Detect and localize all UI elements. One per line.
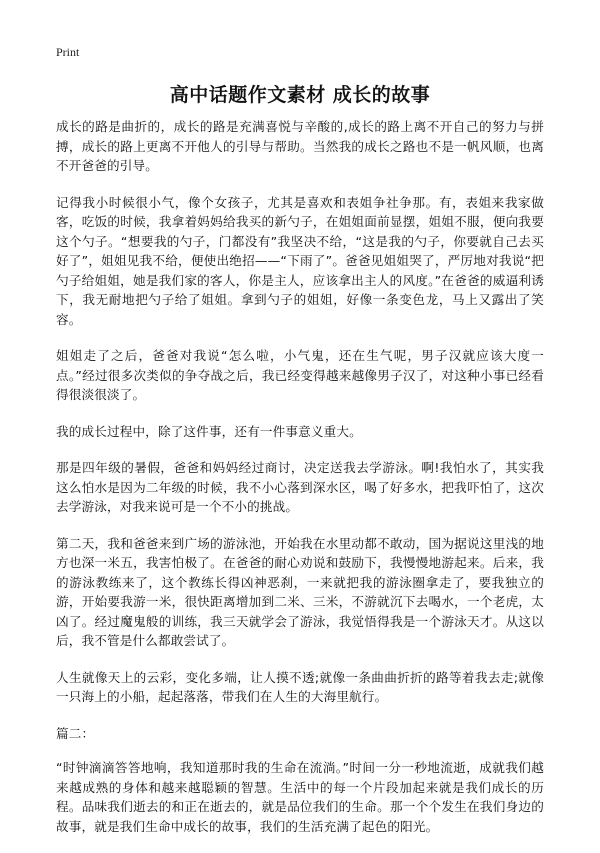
paragraph-spoon-story: 记得我小时候很小气，像个女孩子，尤其是喜欢和表姐争社争那。有，表姐来我家做客，吃饭的时候，我拿着妈妈给我买的新勺子，在姐姐面前显摆，姐姐不服，便向我要这个勺子。“想要我的勺子，门都没有”我坚决不给，“这是我的勺子，你要就自己去买好了”，姐姐见我不给，便使出绝招——“下雨了”。爸爸见姐姐哭了，严厉地对我说“把勺子给姐姐，她是我们家的客人，你是主人，应该拿出主人的风度。”在爸爸的威逼利诱下，我无耐地把勺子给了姐姐。拿到勺子的姐姐，好像一条变色龙，马上又露出了笑容。: [56, 194, 544, 327]
paragraph-swimming-training: 第二天，我和爸爸来到广场的游泳池，开始我在水里动都不敢动，国为据说这里浅的地方也深一米五，我害怕极了。在爸爸的耐心劝说和鼓励下，我慢慢地游起来。后来，我的游泳教练来了，这个教练长得凶神恶刹，一来就把我的游泳圈拿走了，要我独立的游，开始要我游一米，很快距离增加到二米、三米，不游就沉下去喝水，一个老虎，太凶了。经过魔鬼般的训练，我三天就学会了游泳，我觉悟得我是一个游泳天才。从这以后，我不管是什么都敢尝试了。: [56, 535, 544, 648]
paragraph-swimming-intro: 那是四年级的暑假，爸爸和妈妈经过商讨，决定送我去学游泳。啊!我怕水了，其实我这么怕水是因为二年级的时候，我不小心落到深水区，喝了好多水，把我吓怕了，这次去学游泳，对我来说可是一个不小的挑战。: [56, 460, 544, 514]
paragraph-another-event: 我的成长过程中，除了这件事，还有一件事意义重大。: [56, 423, 362, 439]
print-link[interactable]: Print: [56, 45, 80, 59]
section-heading-part-two: 篇二：: [56, 725, 95, 741]
paragraph-life-clouds: 人生就像天上的云彩，变化多端，让人摸不透;就像一条曲曲折折的路等着我去走;就像一只海上的小船，起起落落，带我们在人生的大海里航行。: [56, 669, 544, 704]
article-body: [56, 117, 544, 853]
page-title: 高中话题作文素材 成长的故事: [169, 84, 431, 106]
paragraph-intro: 成长的路是曲折的，成长的路是充满喜悦与辛酸的,成长的路上离不开自己的努力与拼搏，成长的路上更离不开他人的引导与帮助。当然我的成长之路也不是一帆风顺，也离不开爸爸的引导。: [56, 119, 544, 173]
paragraph-sister-left: 姐姐走了之后，爸爸对我说“怎么啦，小气鬼，还在生气呢，男子汉就应该大度一点。”经过很多次类似的争夺战之后，我已经变得越来越像男子汉了，对这种小事已经看得很淡很淡了。: [56, 348, 544, 402]
paragraph-clock-ticking: “时钟滴滴答答地响，我知道那时我的生命在流淌。”时间一分一秒地流逝，成就我们越来越成熟的身体和越来越聪颖的智慧。生活中的每一个片段加起来就是我们成长的历程。品味我们逝去的和正在逝去的，就是品位我们的生命。那一个个发生在我们身边的故事，就是我们生命中成长的故事，我们的生活充满了起色的阳光。: [56, 760, 544, 834]
